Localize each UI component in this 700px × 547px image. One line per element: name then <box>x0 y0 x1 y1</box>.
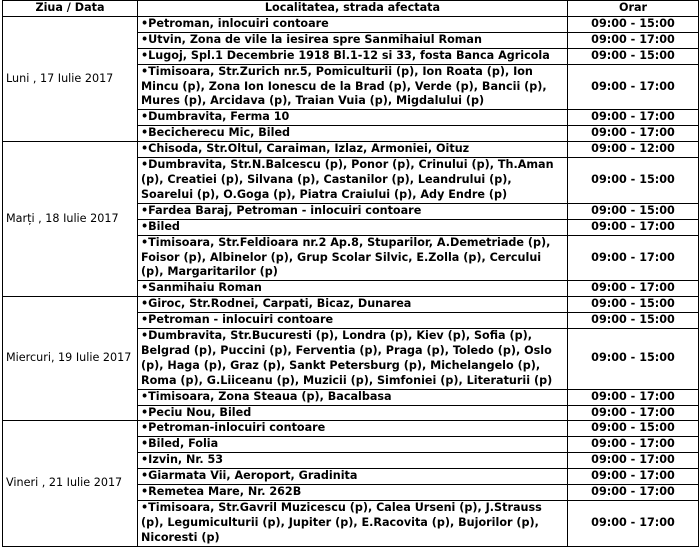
time-cell: 09:00 - 17:00 <box>568 281 699 297</box>
time-cell: 09:00 - 17:00 <box>568 453 699 469</box>
header-day: Ziua / Data <box>3 1 138 17</box>
time-cell: 09:00 - 17:00 <box>568 437 699 453</box>
table-row <box>3 297 699 313</box>
location-cell: •Dumbravita, Str.Bucuresti (p), Londra (p), Kiev (p), Sofia (p), Belgrad (p), Puccini (p), Ferventia (p), Praga (p), Toledo (p), Oslo (p), Haga (p), Graz (p), Sankt Petersburg (p), Michelangelo (p), Roma (p), G.Liiceanu (p), Muzicii (p), Simfoniei (p), Literaturii (p) <box>138 329 568 390</box>
time-cell: 09:00 - 15:00 <box>568 329 699 390</box>
location-cell: •Petroman, inlocuiri contoare <box>138 16 568 32</box>
location-cell: •Dumbravita, Ferma 10 <box>138 110 568 126</box>
time-cell: 09:00 - 17:00 <box>568 485 699 501</box>
time-cell: 09:00 - 15:00 <box>568 16 699 32</box>
time-cell: 09:00 - 15:00 <box>568 421 699 437</box>
time-cell: 09:00 - 17:00 <box>568 32 699 48</box>
location-cell: •Petroman-inlocuiri contoare <box>138 421 568 437</box>
location-cell: •Becicherecu Mic, Biled <box>138 126 568 142</box>
location-cell: •Dumbravita, Str.N.Balcescu (p), Ponor (p), Crinului (p), Th.Aman (p), Creatiei (p), Silvana (p), Castanilor (p), Leandrului (p), Soarelui (p), O.Goga (p), Piatra Craiului (p), Ady Endre (p) <box>138 158 568 204</box>
location-cell: •Biled <box>138 219 568 235</box>
time-cell: 09:00 - 17:00 <box>568 235 699 281</box>
table-row <box>3 421 699 437</box>
location-cell: •Timisoara, Str.Zurich nr.5, Pomiculturii (p), Ion Roata (p), Ion Mincu (p), Zona Ion Ionescu de la Brad (p), Verde (p), Bancii (p), Mures (p), Arcidava (p), Traian Vuia (p), Migdalului (p) <box>138 64 568 110</box>
day-cell: Vineri , 21 Iulie 2017 <box>3 421 138 546</box>
time-cell: 09:00 - 17:00 <box>568 501 699 547</box>
time-cell: 09:00 - 15:00 <box>568 313 699 329</box>
time-cell: 09:00 - 17:00 <box>568 64 699 110</box>
location-cell: •Peciu Nou, Biled <box>138 405 568 421</box>
time-cell: 09:00 - 15:00 <box>568 203 699 219</box>
time-cell: 09:00 - 17:00 <box>568 405 699 421</box>
header-time: Orar <box>568 1 699 17</box>
location-cell: •Timisoara, Zona Steaua (p), Bacalbasa <box>138 389 568 405</box>
time-cell: 09:00 - 12:00 <box>568 142 699 158</box>
outage-schedule-table <box>2 0 699 547</box>
time-cell: 09:00 - 17:00 <box>568 389 699 405</box>
time-cell: 09:00 - 15:00 <box>568 297 699 313</box>
location-cell: •Utvin, Zona de vile la iesirea spre Sanmihaiul Roman <box>138 32 568 48</box>
day-cell: Luni , 17 Iulie 2017 <box>3 16 138 141</box>
location-cell: •Giroc, Str.Rodnei, Carpati, Bicaz, Dunarea <box>138 297 568 313</box>
location-cell: •Izvin, Nr. 53 <box>138 453 568 469</box>
location-cell: •Remetea Mare, Nr. 262B <box>138 485 568 501</box>
time-cell: 09:00 - 17:00 <box>568 219 699 235</box>
day-cell: Miercuri, 19 Iulie 2017 <box>3 297 138 421</box>
table-row <box>3 142 699 158</box>
time-cell: 09:00 - 15:00 <box>568 158 699 204</box>
time-cell: 09:00 - 17:00 <box>568 469 699 485</box>
location-cell: •Biled, Folia <box>138 437 568 453</box>
time-cell: 09:00 - 17:00 <box>568 110 699 126</box>
location-cell: •Giarmata Vii, Aeroport, Gradinita <box>138 469 568 485</box>
location-cell: •Timisoara, Str.Gavril Muzicescu (p), Calea Urseni (p), J.Strauss (p), Legumiculturii (p), Jupiter (p), E.Racovita (p), Bujorilor (p), Nicoresti (p) <box>138 501 568 547</box>
location-cell: •Fardea Baraj, Petroman - inlocuiri contoare <box>138 203 568 219</box>
header-location: Localitatea, strada afectata <box>138 1 568 17</box>
day-cell: Marți , 18 Iulie 2017 <box>3 142 138 297</box>
table-row <box>3 16 699 32</box>
time-cell: 09:00 - 15:00 <box>568 48 699 64</box>
location-cell: •Lugoj, Spl.1 Decembrie 1918 Bl.1-12 si 33, fosta Banca Agricola <box>138 48 568 64</box>
location-cell: •Petroman - inlocuiri contoare <box>138 313 568 329</box>
header-row <box>3 1 699 17</box>
location-cell: •Timisoara, Str.Feldioara nr.2 Ap.8, Stuparilor, A.Demetriade (p), Foisor (p), Albinelor (p), Grup Scolar Silvic, E.Zolla (p), Cercului (p), Margaritarilor (p) <box>138 235 568 281</box>
location-cell: •Chisoda, Str.Oltul, Caraiman, Izlaz, Armoniei, Oituz <box>138 142 568 158</box>
time-cell: 09:00 - 17:00 <box>568 126 699 142</box>
location-cell: •Sanmihaiu Roman <box>138 281 568 297</box>
